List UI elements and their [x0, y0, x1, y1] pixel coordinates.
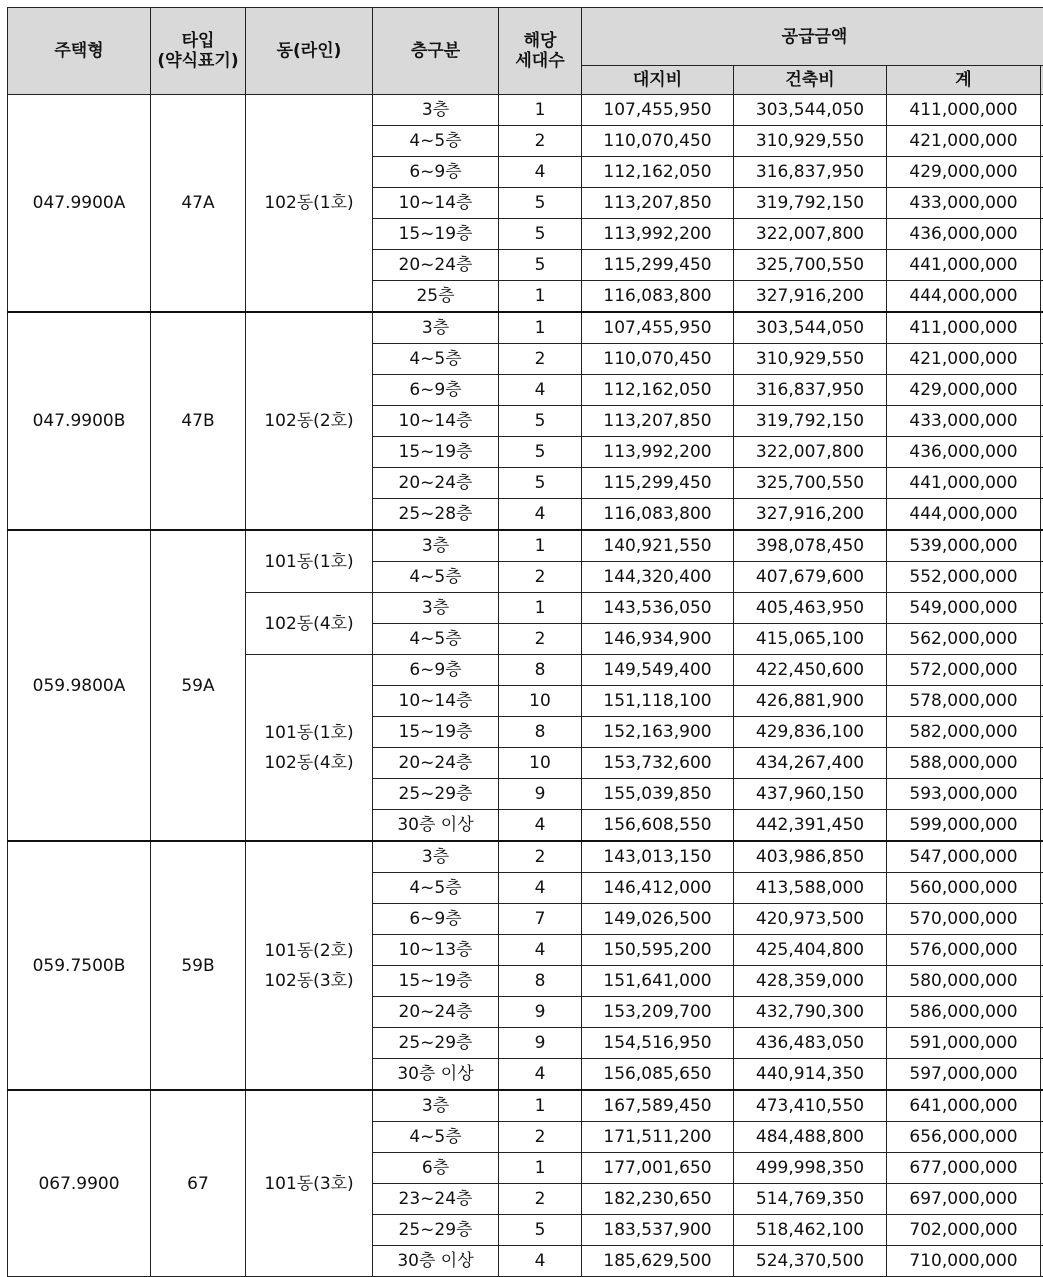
- building-cost-cell: 327,916,200: [734, 281, 887, 313]
- units-cell: 7: [499, 904, 582, 935]
- total-cell: 436,000,000: [887, 219, 1041, 250]
- units-cell: 1: [499, 95, 582, 126]
- header-type-line2: (약식표기): [151, 51, 245, 71]
- building-cost-cell: 322,007,800: [734, 219, 887, 250]
- total-cell: 562,000,000: [887, 624, 1041, 655]
- building-cost-cell: 316,837,950: [734, 375, 887, 406]
- building-cost-cell: 437,960,150: [734, 779, 887, 810]
- floor-cell: 4~5층: [373, 873, 499, 904]
- floor-cell: 4~5층: [373, 624, 499, 655]
- building-cost-cell: 484,488,800: [734, 1122, 887, 1153]
- land-cost-cell: 144,320,400: [582, 562, 734, 593]
- total-cell: 421,000,000: [887, 126, 1041, 157]
- land-cost-cell: 149,026,500: [582, 904, 734, 935]
- units-cell: 2: [499, 1122, 582, 1153]
- total-cell: 656,000,000: [887, 1122, 1041, 1153]
- floor-cell: 6~9층: [373, 655, 499, 686]
- total-cell: 570,000,000: [887, 904, 1041, 935]
- total-cell: 677,000,000: [887, 1153, 1041, 1184]
- total-cell: 710,000,000: [887, 1246, 1041, 1277]
- dong-line-cell: [246, 530, 373, 593]
- units-cell: 4: [499, 1059, 582, 1091]
- building-cost-cell: 499,998,350: [734, 1153, 887, 1184]
- floor-cell: 4~5층: [373, 562, 499, 593]
- dong-line-cell: [246, 95, 373, 313]
- floor-cell: 30층 이상: [373, 810, 499, 842]
- land-cost-cell: 150,595,200: [582, 935, 734, 966]
- total-cell: 580,000,000: [887, 966, 1041, 997]
- floor-cell: 15~19층: [373, 966, 499, 997]
- header-units: [499, 8, 582, 95]
- housing-type-cell: 059.7500B: [8, 841, 151, 1090]
- header-type: [151, 8, 246, 95]
- units-cell: 8: [499, 717, 582, 748]
- header-housing-type: 주택형: [8, 8, 151, 95]
- total-cell: 599,000,000: [887, 810, 1041, 842]
- type-cell: 59A: [151, 530, 246, 841]
- header-total: 계: [887, 66, 1041, 95]
- total-cell: 560,000,000: [887, 873, 1041, 904]
- total-cell: 588,000,000: [887, 748, 1041, 779]
- table-row: [8, 1090, 1043, 1122]
- total-cell: 576,000,000: [887, 935, 1041, 966]
- dong-line-text: 102동(1호): [246, 188, 372, 218]
- header-supply-price: 공급금액: [582, 8, 1043, 66]
- land-cost-cell: 143,013,150: [582, 841, 734, 873]
- land-cost-cell: 171,511,200: [582, 1122, 734, 1153]
- building-cost-cell: 518,462,100: [734, 1215, 887, 1246]
- land-cost-cell: 182,230,650: [582, 1184, 734, 1215]
- units-cell: 10: [499, 748, 582, 779]
- land-cost-cell: 183,537,900: [582, 1215, 734, 1246]
- building-cost-cell: 303,544,050: [734, 95, 887, 126]
- land-cost-cell: 115,299,450: [582, 250, 734, 281]
- units-cell: 4: [499, 935, 582, 966]
- dong-line-cell: [246, 312, 373, 530]
- floor-cell: 10~13층: [373, 935, 499, 966]
- total-cell: 433,000,000: [887, 406, 1041, 437]
- floor-cell: 4~5층: [373, 126, 499, 157]
- building-cost-cell: 325,700,550: [734, 468, 887, 499]
- total-cell: 539,000,000: [887, 530, 1041, 562]
- header-type-line1: 타입: [151, 31, 245, 51]
- housing-type-cell: 067.9900: [8, 1090, 151, 1277]
- units-cell: 5: [499, 1215, 582, 1246]
- table-row: [8, 312, 1043, 344]
- dong-line-text: 102동(3호): [246, 966, 372, 996]
- supply-price-table: [7, 7, 1043, 1277]
- total-cell: 586,000,000: [887, 997, 1041, 1028]
- total-cell: 441,000,000: [887, 250, 1041, 281]
- total-cell: 702,000,000: [887, 1215, 1041, 1246]
- total-cell: 641,000,000: [887, 1090, 1041, 1122]
- land-cost-cell: 110,070,450: [582, 344, 734, 375]
- header-floor-group: 층구분: [373, 8, 499, 95]
- building-cost-cell: 434,267,400: [734, 748, 887, 779]
- total-cell: 436,000,000: [887, 437, 1041, 468]
- building-cost-cell: 473,410,550: [734, 1090, 887, 1122]
- total-cell: 441,000,000: [887, 468, 1041, 499]
- units-cell: 2: [499, 841, 582, 873]
- units-cell: 4: [499, 1246, 582, 1277]
- units-cell: 10: [499, 686, 582, 717]
- land-cost-cell: 152,163,900: [582, 717, 734, 748]
- floor-cell: 3층: [373, 841, 499, 873]
- floor-cell: 15~19층: [373, 717, 499, 748]
- units-cell: 1: [499, 530, 582, 562]
- land-cost-cell: 116,083,800: [582, 499, 734, 531]
- land-cost-cell: 149,549,400: [582, 655, 734, 686]
- dong-line-text: 102동(2호): [246, 406, 372, 436]
- floor-cell: 6~9층: [373, 375, 499, 406]
- floor-cell: 3층: [373, 530, 499, 562]
- building-cost-cell: 413,588,000: [734, 873, 887, 904]
- total-cell: 591,000,000: [887, 1028, 1041, 1059]
- units-cell: 4: [499, 375, 582, 406]
- floor-cell: 10~14층: [373, 686, 499, 717]
- total-cell: 582,000,000: [887, 717, 1041, 748]
- total-cell: 444,000,000: [887, 499, 1041, 531]
- header-dong-line: 동(라인): [246, 8, 373, 95]
- dong-line-cell: [246, 1090, 373, 1277]
- units-cell: 4: [499, 810, 582, 842]
- floor-cell: 15~19층: [373, 437, 499, 468]
- building-cost-cell: 432,790,300: [734, 997, 887, 1028]
- floor-cell: 20~24층: [373, 748, 499, 779]
- land-cost-cell: 167,589,450: [582, 1090, 734, 1122]
- units-cell: 1: [499, 1090, 582, 1122]
- land-cost-cell: 116,083,800: [582, 281, 734, 313]
- building-cost-cell: 425,404,800: [734, 935, 887, 966]
- total-cell: 549,000,000: [887, 593, 1041, 624]
- dong-line-text: 101동(1호): [246, 547, 372, 577]
- floor-cell: 20~24층: [373, 468, 499, 499]
- floor-cell: 4~5층: [373, 1122, 499, 1153]
- table-row: [8, 95, 1043, 126]
- land-cost-cell: 156,085,650: [582, 1059, 734, 1091]
- units-cell: 8: [499, 655, 582, 686]
- units-cell: 5: [499, 437, 582, 468]
- building-cost-cell: 319,792,150: [734, 188, 887, 219]
- housing-type-cell: 047.9900B: [8, 312, 151, 530]
- floor-cell: 3층: [373, 312, 499, 344]
- total-cell: 433,000,000: [887, 188, 1041, 219]
- land-cost-cell: 155,039,850: [582, 779, 734, 810]
- units-cell: 1: [499, 312, 582, 344]
- units-cell: 2: [499, 624, 582, 655]
- units-cell: 1: [499, 281, 582, 313]
- units-cell: 2: [499, 1184, 582, 1215]
- table-header: [8, 8, 1043, 95]
- header-land-cost: 대지비: [582, 66, 734, 95]
- floor-cell: 25~29층: [373, 1215, 499, 1246]
- dong-line-text: 102동(4호): [246, 609, 372, 639]
- floor-cell: 3층: [373, 593, 499, 624]
- land-cost-cell: 153,209,700: [582, 997, 734, 1028]
- land-cost-cell: 112,162,050: [582, 157, 734, 188]
- header-units-line1: 해당: [499, 31, 581, 51]
- total-cell: 597,000,000: [887, 1059, 1041, 1091]
- supply-price-sheet: [7, 7, 1043, 1277]
- units-cell: 1: [499, 1153, 582, 1184]
- floor-cell: 6~9층: [373, 157, 499, 188]
- units-cell: 4: [499, 873, 582, 904]
- housing-type-cell: 059.9800A: [8, 530, 151, 841]
- header-units-line2: 세대수: [499, 51, 581, 71]
- land-cost-cell: 113,992,200: [582, 437, 734, 468]
- land-cost-cell: 151,118,100: [582, 686, 734, 717]
- dong-line-text: 102동(4호): [246, 748, 372, 778]
- land-cost-cell: 151,641,000: [582, 966, 734, 997]
- building-cost-cell: 398,078,450: [734, 530, 887, 562]
- land-cost-cell: 112,162,050: [582, 375, 734, 406]
- floor-cell: 6~9층: [373, 904, 499, 935]
- land-cost-cell: 113,207,850: [582, 188, 734, 219]
- units-cell: 9: [499, 1028, 582, 1059]
- floor-cell: 30층 이상: [373, 1059, 499, 1091]
- type-cell: 47A: [151, 95, 246, 313]
- land-cost-cell: 107,455,950: [582, 95, 734, 126]
- total-cell: 697,000,000: [887, 1184, 1041, 1215]
- dong-line-text: 101동(1호): [246, 718, 372, 748]
- floor-cell: 30층 이상: [373, 1246, 499, 1277]
- units-cell: 5: [499, 468, 582, 499]
- units-cell: 2: [499, 562, 582, 593]
- land-cost-cell: 153,732,600: [582, 748, 734, 779]
- floor-cell: 25~29층: [373, 779, 499, 810]
- building-cost-cell: 310,929,550: [734, 344, 887, 375]
- building-cost-cell: 442,391,450: [734, 810, 887, 842]
- building-cost-cell: 403,986,850: [734, 841, 887, 873]
- building-cost-cell: 322,007,800: [734, 437, 887, 468]
- building-cost-cell: 415,065,100: [734, 624, 887, 655]
- floor-cell: 25~29층: [373, 1028, 499, 1059]
- total-cell: 421,000,000: [887, 344, 1041, 375]
- type-cell: 67: [151, 1090, 246, 1277]
- land-cost-cell: 113,207,850: [582, 406, 734, 437]
- total-cell: 593,000,000: [887, 779, 1041, 810]
- land-cost-cell: 113,992,200: [582, 219, 734, 250]
- building-cost-cell: 440,914,350: [734, 1059, 887, 1091]
- floor-cell: 4~5층: [373, 344, 499, 375]
- total-cell: 552,000,000: [887, 562, 1041, 593]
- land-cost-cell: 107,455,950: [582, 312, 734, 344]
- total-cell: 429,000,000: [887, 375, 1041, 406]
- building-cost-cell: 422,450,600: [734, 655, 887, 686]
- table-row: [8, 530, 1043, 562]
- floor-cell: 23~24층: [373, 1184, 499, 1215]
- land-cost-cell: 110,070,450: [582, 126, 734, 157]
- table-row: [8, 841, 1043, 873]
- floor-cell: 3층: [373, 1090, 499, 1122]
- housing-type-cell: 047.9900A: [8, 95, 151, 313]
- units-cell: 5: [499, 406, 582, 437]
- type-cell: 59B: [151, 841, 246, 1090]
- building-cost-cell: 319,792,150: [734, 406, 887, 437]
- building-cost-cell: 420,973,500: [734, 904, 887, 935]
- units-cell: 4: [499, 499, 582, 531]
- floor-cell: 6층: [373, 1153, 499, 1184]
- units-cell: 8: [499, 966, 582, 997]
- floor-cell: 10~14층: [373, 406, 499, 437]
- building-cost-cell: 426,881,900: [734, 686, 887, 717]
- land-cost-cell: 177,001,650: [582, 1153, 734, 1184]
- building-cost-cell: 407,679,600: [734, 562, 887, 593]
- building-cost-cell: 429,836,100: [734, 717, 887, 748]
- building-cost-cell: 428,359,000: [734, 966, 887, 997]
- units-cell: 5: [499, 188, 582, 219]
- total-cell: 429,000,000: [887, 157, 1041, 188]
- dong-line-text: 101동(2호): [246, 936, 372, 966]
- building-cost-cell: 310,929,550: [734, 126, 887, 157]
- units-cell: 2: [499, 344, 582, 375]
- building-cost-cell: 303,544,050: [734, 312, 887, 344]
- building-cost-cell: 524,370,500: [734, 1246, 887, 1277]
- header-building-cost: 건축비: [734, 66, 887, 95]
- building-cost-cell: 436,483,050: [734, 1028, 887, 1059]
- land-cost-cell: 143,536,050: [582, 593, 734, 624]
- dong-line-cell: [246, 655, 373, 842]
- type-cell: 47B: [151, 312, 246, 530]
- dong-line-text: 101동(3호): [246, 1169, 372, 1199]
- floor-cell: 25층: [373, 281, 499, 313]
- building-cost-cell: 325,700,550: [734, 250, 887, 281]
- land-cost-cell: 156,608,550: [582, 810, 734, 842]
- floor-cell: 10~14층: [373, 188, 499, 219]
- units-cell: 4: [499, 157, 582, 188]
- land-cost-cell: 115,299,450: [582, 468, 734, 499]
- table-body: [8, 95, 1043, 1277]
- land-cost-cell: 154,516,950: [582, 1028, 734, 1059]
- units-cell: 2: [499, 126, 582, 157]
- floor-cell: 20~24층: [373, 250, 499, 281]
- dong-line-cell: [246, 593, 373, 655]
- building-cost-cell: 514,769,350: [734, 1184, 887, 1215]
- land-cost-cell: 140,921,550: [582, 530, 734, 562]
- land-cost-cell: 146,934,900: [582, 624, 734, 655]
- total-cell: 547,000,000: [887, 841, 1041, 873]
- total-cell: 411,000,000: [887, 95, 1041, 126]
- floor-cell: 3층: [373, 95, 499, 126]
- units-cell: 9: [499, 997, 582, 1028]
- units-cell: 5: [499, 219, 582, 250]
- building-cost-cell: 327,916,200: [734, 499, 887, 531]
- land-cost-cell: 185,629,500: [582, 1246, 734, 1277]
- total-cell: 411,000,000: [887, 312, 1041, 344]
- total-cell: 578,000,000: [887, 686, 1041, 717]
- total-cell: 444,000,000: [887, 281, 1041, 313]
- units-cell: 1: [499, 593, 582, 624]
- land-cost-cell: 146,412,000: [582, 873, 734, 904]
- units-cell: 5: [499, 250, 582, 281]
- total-cell: 572,000,000: [887, 655, 1041, 686]
- floor-cell: 20~24층: [373, 997, 499, 1028]
- floor-cell: 25~28층: [373, 499, 499, 531]
- floor-cell: 15~19층: [373, 219, 499, 250]
- dong-line-cell: [246, 841, 373, 1090]
- building-cost-cell: 405,463,950: [734, 593, 887, 624]
- building-cost-cell: 316,837,950: [734, 157, 887, 188]
- units-cell: 9: [499, 779, 582, 810]
